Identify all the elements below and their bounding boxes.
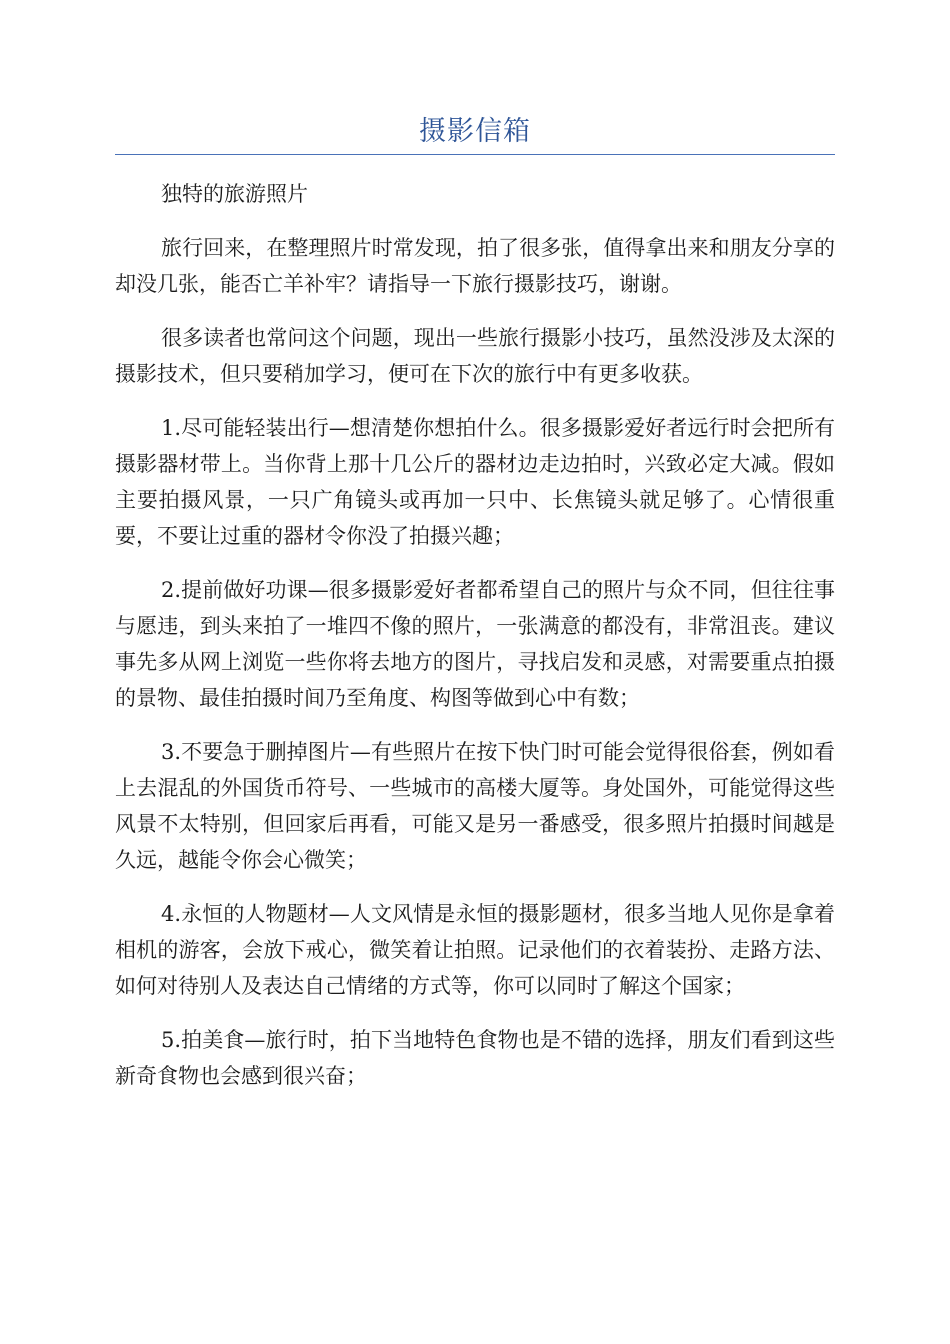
- tip-paragraph-4: 4.永恒的人物题材—人文风情是永恒的摄影题材，很多当地人见你是拿着相机的游客，会放下戒心，微笑着让拍照。记录他们的衣着装扮、走路方法、如何对待别人及表达自己情绪的方式等，你可以同时了解这个国家；: [115, 902, 835, 998]
- document-body: [115, 176, 835, 1112]
- question-paragraph: 旅行回来，在整理照片时常发现，拍了很多张，值得拿出来和朋友分享的却没几张，能否亡羊补牢？请指导一下旅行摄影技巧，谢谢。: [115, 236, 835, 296]
- document-title: 摄影信箱: [419, 116, 531, 147]
- tip-paragraph-3: 3.不要急于删掉图片—有些照片在按下快门时可能会觉得很俗套，例如看上去混乱的外国货币符号、一些城市的高楼大厦等。身处国外，可能觉得这些风景不太特别，但回家后再看，可能又是另一番感受，很多照片拍摄时间越是久远，越能令你会心微笑；: [115, 740, 835, 872]
- tip-paragraph-1: 1.尽可能轻装出行—想清楚你想拍什么。很多摄影爱好者远行时会把所有摄影器材带上。当你背上那十几公斤的器材边走边拍时，兴致必定大减。假如主要拍摄风景，一只广角镜头或再加一只中、长焦镜头就足够了。心情很重要，不要让过重的器材令你没了拍摄兴趣；: [115, 416, 835, 548]
- tip-paragraph-2: 2.提前做好功课—很多摄影爱好者都希望自己的照片与众不同，但往往事与愿违，到头来拍了一堆四不像的照片，一张满意的都没有，非常沮丧。建议事先多从网上浏览一些你将去地方的图片，寻找启发和灵感，对需要重点拍摄的景物、最佳拍摄时间乃至角度、构图等做到心中有数；: [115, 578, 835, 710]
- subtitle-paragraph: 独特的旅游照片: [161, 182, 308, 206]
- title-underline: [115, 154, 835, 155]
- answer-intro-paragraph: 很多读者也常问这个问题，现出一些旅行摄影小技巧，虽然没涉及太深的摄影技术，但只要稍加学习，便可在下次的旅行中有更多收获。: [115, 326, 835, 386]
- tip-paragraph-5: 5.拍美食—旅行时，拍下当地特色食物也是不错的选择，朋友们看到这些新奇食物也会感到很兴奋；: [115, 1028, 835, 1088]
